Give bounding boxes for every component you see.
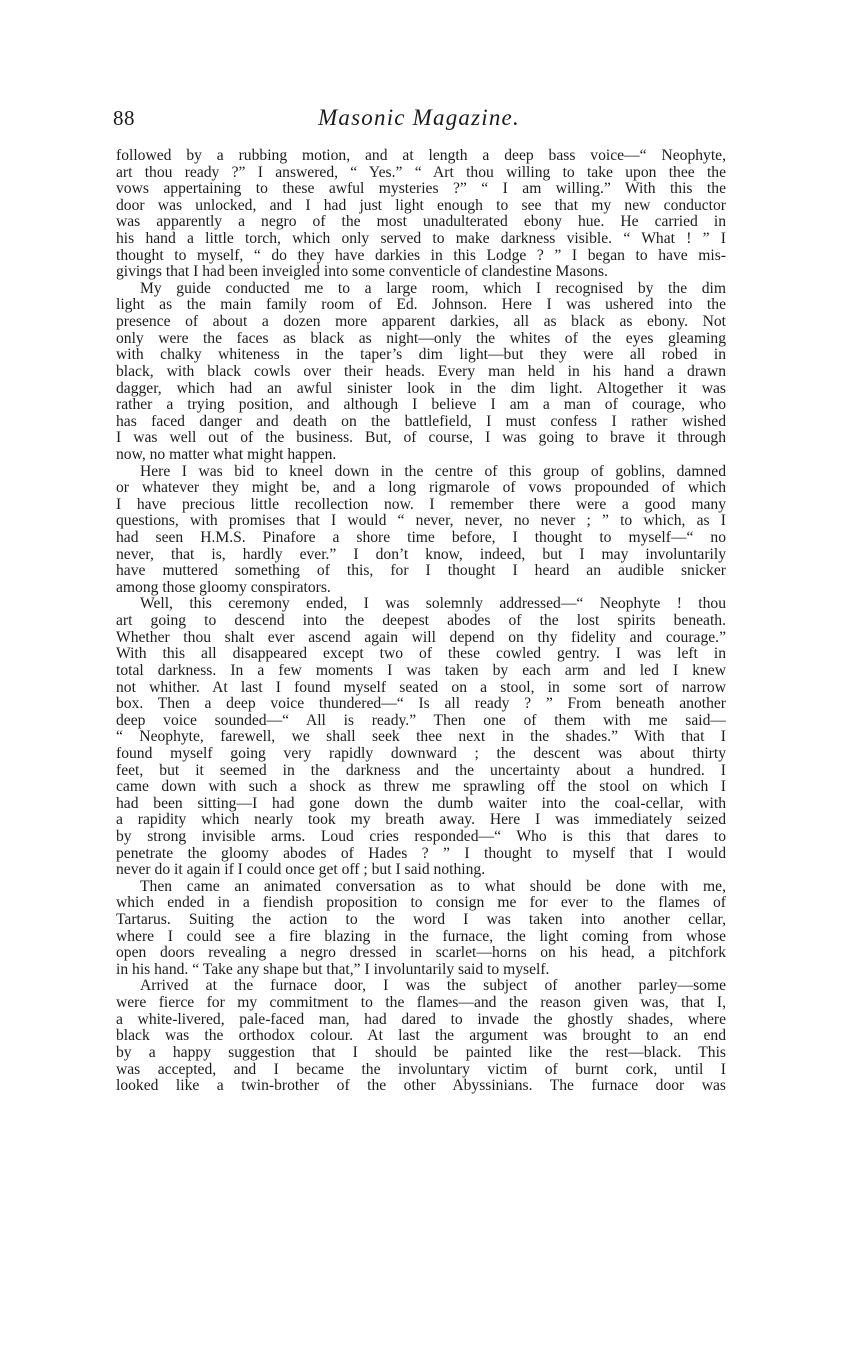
- text-line: in his hand. “ Take any shape but that,” I involuntarily said to myself.: [116, 961, 550, 978]
- text-line: box. Then a deep voice thundered—“ Is all ready ? ” From beneath another: [116, 696, 726, 713]
- text-line: black, with black cowls over their heads. Every man held in his hand a drawn: [116, 363, 726, 380]
- text-line: “ Neophyte, farewell, we shall seek thee next in the shades.” With that I: [116, 729, 726, 746]
- page-number: 88: [113, 106, 135, 130]
- text-line: dagger, which had an awful sinister look in the dim light. Altogether it was: [116, 380, 726, 397]
- journal-title: Masonic Magazine.: [318, 105, 520, 130]
- text-line: was accepted, and I became the involuntary victim of burnt cork, until I: [116, 1061, 726, 1078]
- text-line: I was well out of the business. But, of course, I was going to brave it through: [116, 430, 726, 447]
- text-line: black was the orthodox colour. At last the argument was brought to an end: [116, 1028, 726, 1045]
- text-line: or whatever they might be, and a long rigmarole of vows propounded of which: [116, 480, 726, 497]
- text-line: which ended in a fiendish proposition to consign me for ever to the flames of: [116, 895, 726, 912]
- text-line: feet, but it seemed in the darkness and the uncertainty about a hundred. I: [116, 762, 726, 779]
- text-line: by a happy suggestion that I should be painted like the rest—black. This: [116, 1044, 726, 1061]
- text-line: open doors revealing a negro dressed in scarlet—horns on his head, a pitchfork: [116, 945, 726, 962]
- text-line: has faced danger and death on the battlefield, I must confess I rather wished: [116, 413, 726, 430]
- text-line: a white-livered, pale-faced man, had dared to invade the ghostly shades, where: [116, 1011, 726, 1028]
- text-line: by strong invisible arms. Loud cries responded—“ Who is this that dares to: [116, 828, 726, 845]
- text-line: Tartarus. Suiting the action to the word I was taken into another cellar,: [116, 912, 726, 929]
- text-line: door was unlocked, and I had just light enough to see that my new conductor: [116, 197, 726, 214]
- text-line: I have precious little recollection now. I remember there were a good many: [116, 496, 726, 513]
- text-line: now, no matter what might happen.: [116, 446, 337, 463]
- text-line: looked like a twin-brother of the other Abyssinians. The furnace door was: [116, 1078, 726, 1095]
- text-line: with chalky whiteness in the taper’s dim light—but they were all robed in: [116, 347, 726, 364]
- text-line: deep voice sounded—“ All is ready.” Then one of them with me said—: [116, 712, 726, 729]
- text-line: where I could see a fire blazing in the furnace, the light coming from whose: [116, 928, 726, 945]
- text-line: art thou ready ?” I answered, “ Yes.” “ Art thou willing to take upon thee the: [116, 164, 726, 181]
- text-line: Here I was bid to kneel down in the centre of this group of goblins, damned: [140, 463, 726, 480]
- text-line: only were the faces as black as night—only the whites of the eyes gleaming: [116, 330, 726, 347]
- text-line: My guide conducted me to a large room, which I recognised by the dim: [140, 280, 726, 297]
- text-line: had seen H.M.S. Pinafore a shore time before, I thought to myself—“ no: [116, 530, 726, 547]
- text-line: never, that is, hardly ever.” I don’t know, indeed, but I may involuntarily: [116, 546, 726, 563]
- text-line: thought to myself, “ do they have darkies in this Lodge ? ” I began to have mis-: [116, 247, 726, 264]
- text-line: have muttered something of this, for I thought I heard an audible snicker: [116, 563, 726, 580]
- text-line: Then came an animated conversation as to what should be done with me,: [140, 878, 726, 895]
- text-line: Well, this ceremony ended, I was solemnly addressed—“ Neophyte ! thou: [140, 596, 726, 613]
- text-line: vows appertaining to these awful mysteries ?” “ I am willing.” With this the: [116, 181, 726, 198]
- text-line: rather a trying position, and although I believe I am a man of courage, who: [116, 397, 726, 414]
- text-line: found myself going very rapidly downward ; the descent was about thirty: [116, 745, 726, 762]
- text-line: light as the main family room of Ed. Johnson. Here I was ushered into the: [116, 297, 726, 314]
- text-line: had been sitting—I had gone down the dumb waiter into the coal-cellar, with: [116, 795, 726, 812]
- text-line: a rapidity which nearly took my breath away. Here I was immediately seized: [116, 812, 726, 829]
- text-line: penetrate the gloomy abodes of Hades ? ” I thought to myself that I would: [116, 845, 726, 862]
- text-line: was apparently a negro of the most unadulterated ebony hue. He carried in: [116, 214, 726, 231]
- text-line: With this all disappeared except two of these cowled gentry. I was left in: [116, 646, 726, 663]
- text-line: total darkness. In a few moments I was taken by each arm and led I knew: [116, 662, 726, 679]
- text-line: givings that I had been inveigled into some conventicle of clandestine Masons.: [116, 264, 608, 281]
- text-line: questions, with promises that I would “ never, never, no never ; ” to which, as I: [116, 513, 726, 530]
- running-head: [113, 106, 725, 138]
- text-line: never do it again if I could once get off ; but I said nothing.: [116, 862, 486, 879]
- text-line: came down with such a shock as threw me sprawling off the stool on which I: [116, 779, 726, 796]
- text-line: art going to descend into the deepest abodes of the lost spirits beneath.: [116, 613, 726, 630]
- text-line: Whether thou shalt ever ascend again will depend on thy fidelity and courage.”: [116, 629, 726, 646]
- article-body: [116, 148, 726, 1095]
- text-line: presence of about a dozen more apparent darkies, all as black as ebony. Not: [116, 314, 726, 331]
- text-line: were fierce for my commitment to the flames—and the reason given was, that I,: [116, 995, 726, 1012]
- text-line: not whither. At last I found myself seated on a stool, in some sort of narrow: [116, 679, 726, 696]
- text-line: among those gloomy conspirators.: [116, 579, 331, 596]
- text-line: followed by a rubbing motion, and at length a deep bass voice—“ Neophyte,: [116, 148, 726, 164]
- text-line: his hand a little torch, which only served to make darkness visible. “ What ! ” I: [116, 231, 726, 248]
- text-line: Arrived at the furnace door, I was the subject of another parley—some: [140, 978, 726, 995]
